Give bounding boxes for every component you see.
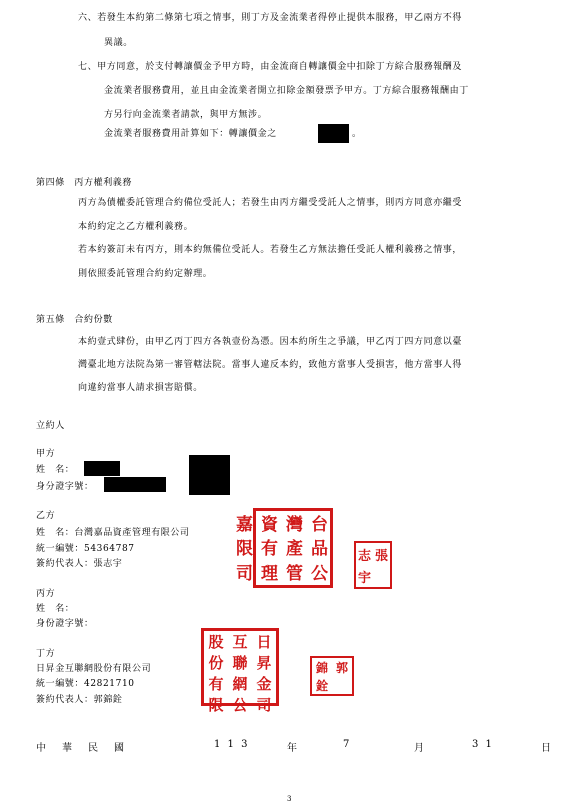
- article5-heading: 第五條 合約份數: [36, 315, 113, 325]
- date-era-2: 華: [62, 743, 72, 754]
- date-era-3: 民: [88, 743, 98, 754]
- date-month-unit: 月: [414, 743, 424, 754]
- party-a-id-redaction: [104, 477, 166, 492]
- article3-item6-cont: 異議。: [104, 38, 133, 48]
- risheng-company-seal: 股 互 日 份 聯 昇 有 網 金 限 公 司: [201, 628, 279, 706]
- date-day: 3 1: [472, 739, 494, 750]
- article5-line2: 灣臺北地方法院為第一審管轄法院。當事人違反本約，致他方當事人受損害，他方當事人得: [78, 360, 463, 370]
- date-year-unit: 年: [287, 743, 297, 754]
- article5-line3: 向違約當事人請求損害賠償。: [78, 383, 203, 393]
- fee-redaction: [318, 124, 349, 143]
- jiapin-company-seal: 台 灣 資 嘉 品 產 有 限 公 管 理 司: [253, 508, 333, 588]
- party-a-name-label: 姓 名：: [36, 465, 75, 475]
- date-era-1: 中: [36, 743, 46, 754]
- page-number: 3: [287, 795, 293, 803]
- party-a-label: 甲方: [36, 449, 56, 459]
- party-b-name: 姓 名：台灣嘉品資產管理有限公司: [36, 528, 190, 538]
- party-a-seal-redaction: [189, 455, 230, 495]
- party-d-company: 日昇金互聯網股份有限公司: [36, 664, 152, 674]
- article4-p2-line1: 若本約簽訂未有丙方，則本約無備位受託人。若發生乙方無法擔任受託人權利義務之情事，: [78, 245, 463, 255]
- party-b-tax-id: 統一編號：54364787: [36, 544, 135, 554]
- zhang-personal-seal: 志 張 宇: [354, 541, 392, 589]
- article3-item7-fee: 金流業者服務費用計算如下：轉讓價金之: [104, 129, 277, 139]
- article5-line1: 本約壹式肆份，由甲乙丙丁四方各執壹份為憑。因本約所生之爭議，甲乙丙丁四方同意以臺: [78, 337, 463, 347]
- date-era-4: 國: [114, 743, 124, 754]
- article4-p1-line1: 丙方為債權委託管理合約備位受託人；若發生由丙方繼受受託人之情事，則丙方同意亦繼受: [78, 198, 463, 208]
- article4-heading: 第四條 丙方權利義務: [36, 178, 133, 188]
- article3-item7-cont2: 方另行向金流業者請款，與甲方無涉。: [104, 110, 268, 120]
- party-d-tax-id: 統一編號：42821710: [36, 679, 135, 689]
- party-b-label: 乙方: [36, 511, 56, 521]
- article3-item6: 六、若發生本約第二條第七項之情事，則丁方及金流業者得停止提供本服務，甲乙兩方不得: [78, 13, 463, 23]
- date-year: 1 1 3: [214, 739, 250, 750]
- party-d-label: 丁方: [36, 649, 56, 659]
- article3-item7-fee-end: 。: [352, 129, 362, 139]
- party-c-id-label: 身份證字號：: [36, 619, 94, 629]
- article3-item7-cont1: 金流業者服務費用，並且由金流業者開立扣除金額發票予甲方。丁方綜合服務報酬由丁: [104, 86, 469, 96]
- party-a-id-label: 身分證字號：: [36, 482, 94, 492]
- party-b-representative: 簽約代表人：張志宇: [36, 559, 123, 569]
- date-day-unit: 日: [541, 743, 551, 754]
- party-a-name-redaction: [84, 461, 120, 476]
- signatories-title: 立約人: [36, 421, 65, 431]
- article3-item7: 七、甲方同意，於支付轉讓價金予甲方時，由金流商自轉讓價金中扣除丁方綜合服務報酬及: [78, 62, 463, 72]
- article4-p1-line2: 本約約定之乙方權利義務。: [78, 222, 194, 232]
- party-d-representative: 簽約代表人：郭錦銓: [36, 695, 123, 705]
- article4-p2-line2: 則依照委託管理合約約定辦理。: [78, 269, 213, 279]
- date-month: 7: [343, 739, 350, 750]
- party-c-label: 丙方: [36, 589, 56, 599]
- guo-personal-seal: 錦 郭 銓: [310, 656, 354, 696]
- party-c-name-label: 姓 名：: [36, 604, 75, 614]
